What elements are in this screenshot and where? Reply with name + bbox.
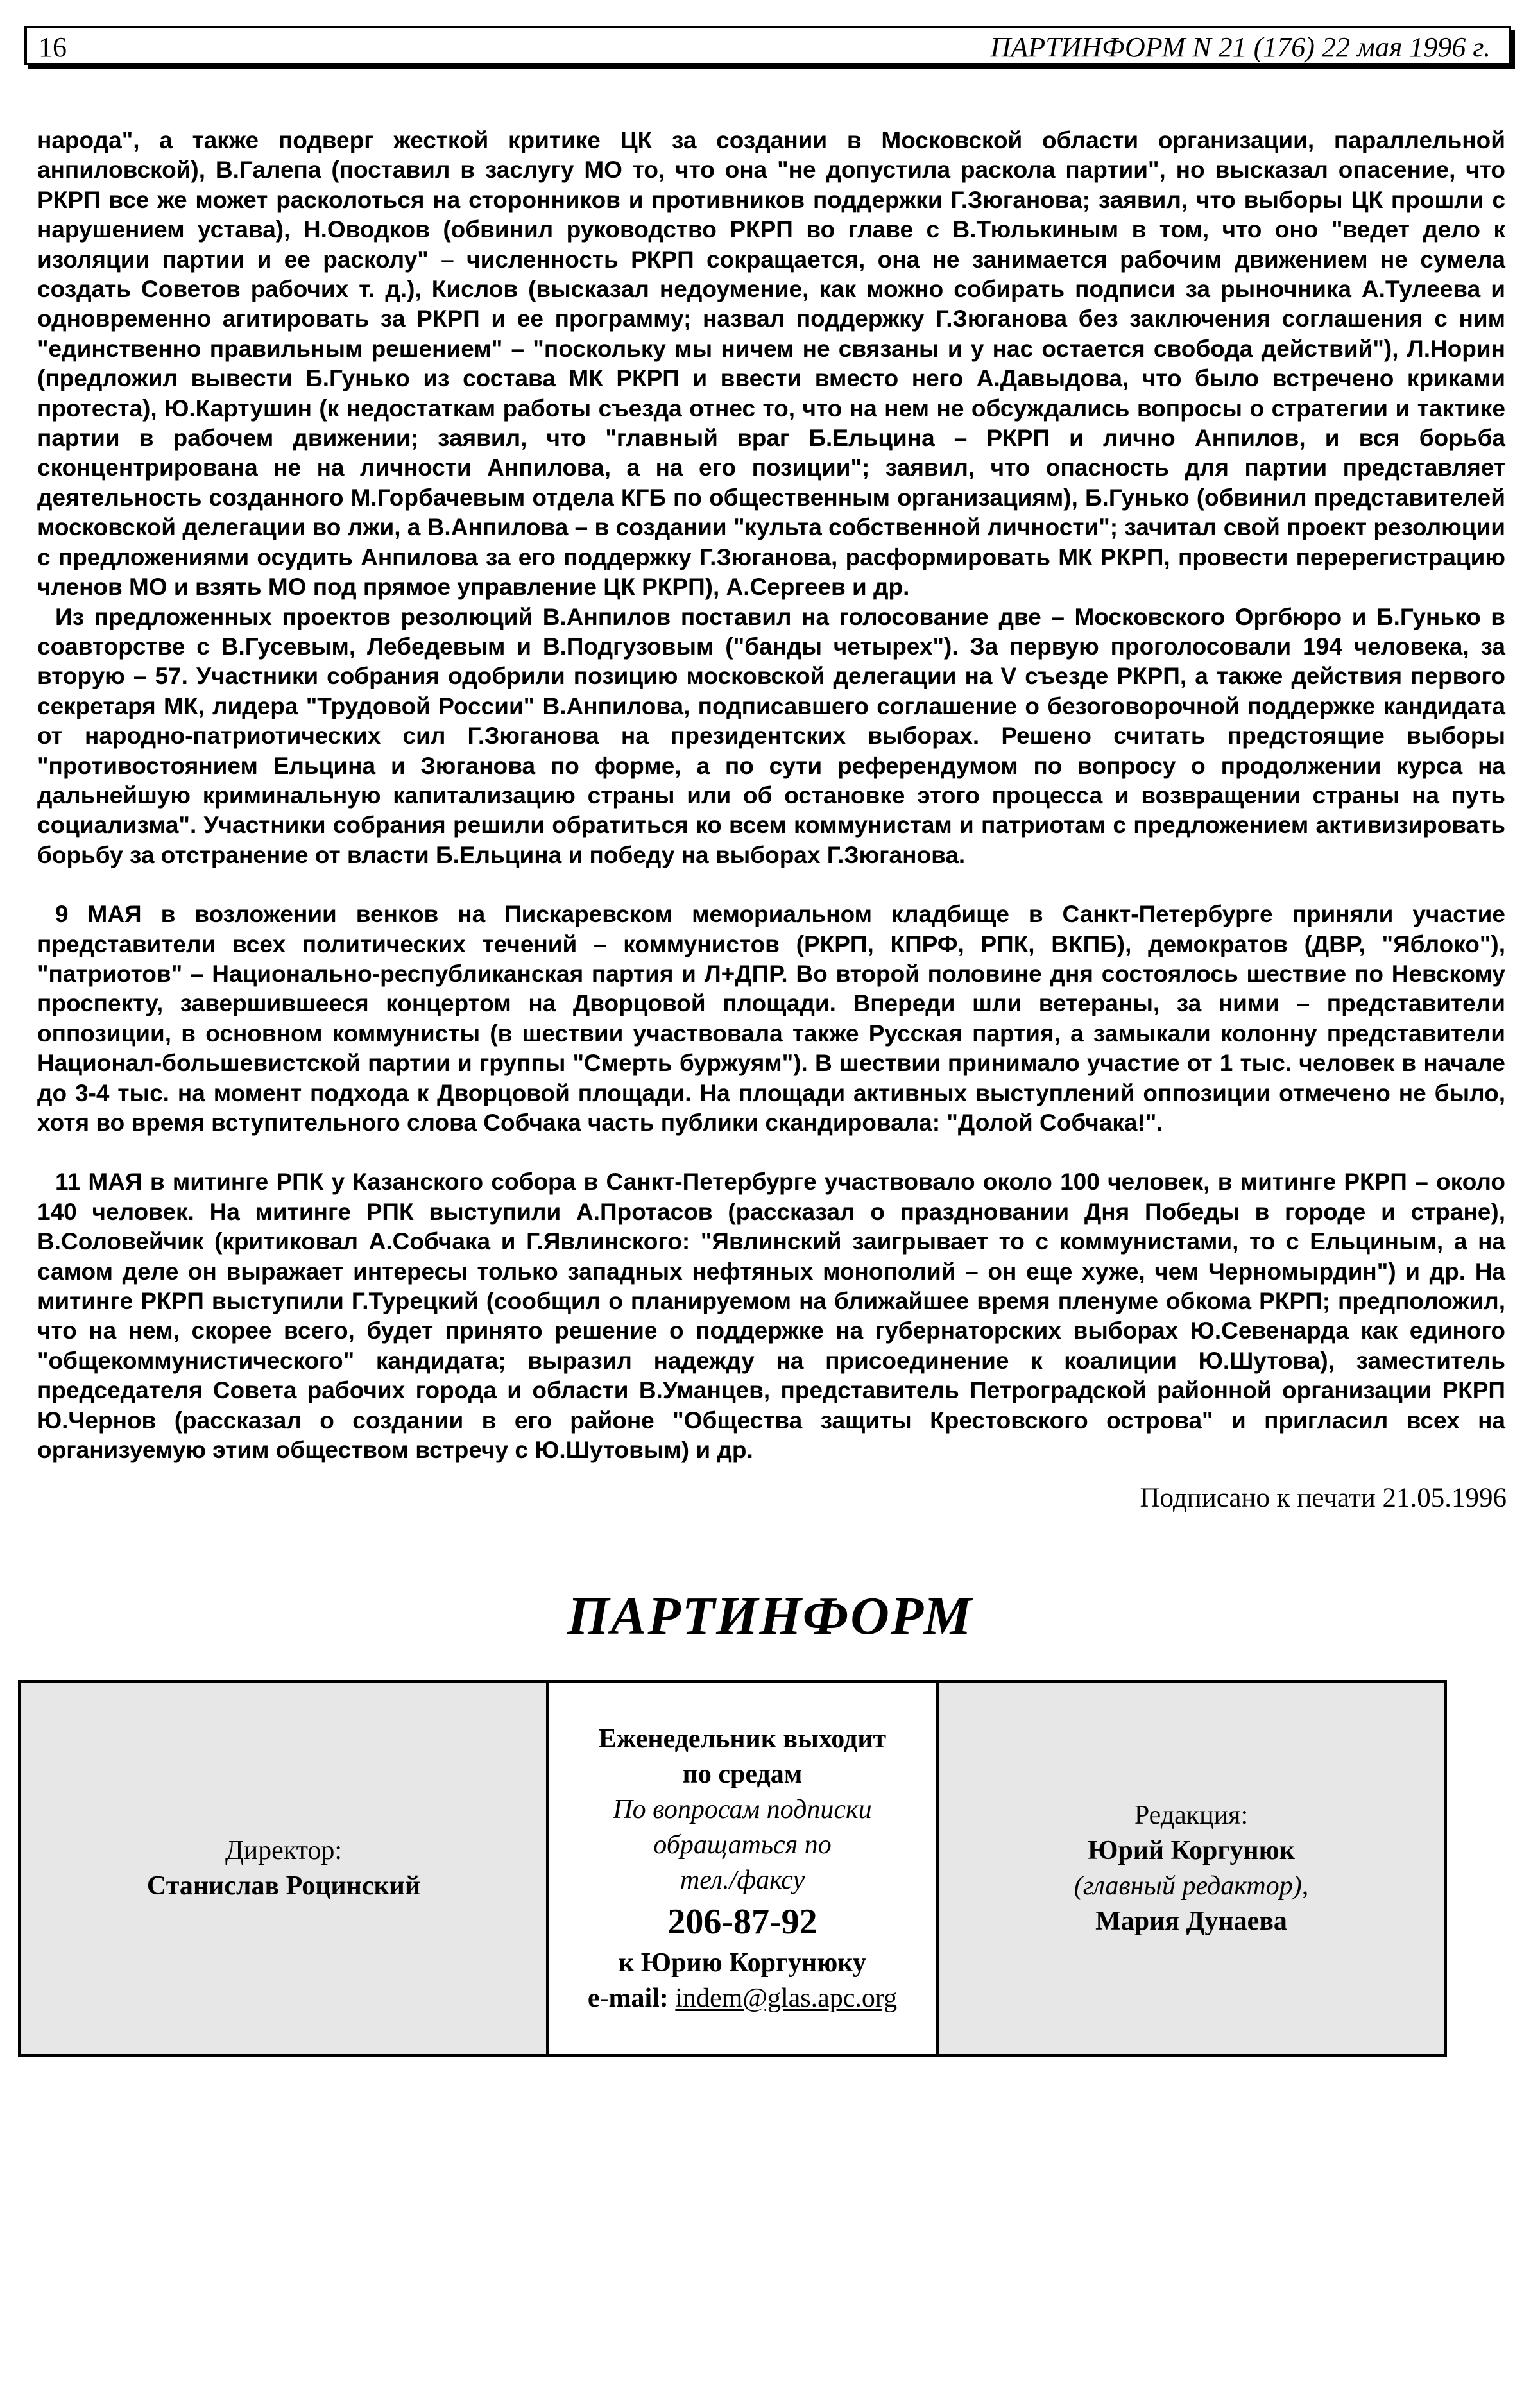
subscribe-line-1: По вопросам подписки: [613, 1794, 872, 1824]
contact-person: к Юрию Коргунюку: [619, 1948, 866, 1978]
email-link[interactable]: indem@glas.apc.org: [675, 1983, 898, 2013]
paragraph-may-11: 11 МАЯ в митинге РПК у Казанского собора в Санкт-Петербурге участвовало около 100 человек, в митинге РКРП – около 140 человек. На митинге РПК выступили А.Протасов (рассказал о праздновании Дня Победы в городе и стране), В.Соловейчик (критиковал А.Собчака и Г.Явлинского: "Явлинский заигрывает то с коммунистами, то с Ельциным, а на самом деле он выражает интересы только западных нефтяных монополий – он еще хуже, чем Черномырдин") и др. На митинге РКРП выступили Г.Турецкий (сообщил о планируемом на ближайшее время пленуме обкома РКРП; предположил, что на нем, скорее всего, будет принято решение о поддержке на губернаторских выборах Ю.Севенарда как единого "общекоммунистического" кандидата; выразил надежду на присоединение к коалиции Ю.Шутова), заместитель председателя Совета рабочих города и области В.Уманцев, представитель Петроградской районной организации РКРП Ю.Чернов (рассказал о создании в его районе "Общества защиты Крестовского острова" и пригласил всех на организуемую этим обществом встречу с Ю.Шутовым) и др.: [37, 1169, 1505, 1464]
imprint-table: [18, 1680, 1447, 2057]
director-cell: [21, 1683, 549, 2054]
editorial-cell: [939, 1683, 1444, 2054]
director-label: Директор:: [225, 1836, 343, 1865]
paragraph-resolutions: Из предложенных проектов резолюций В.Анпилов поставил на голосование две – Московского Оргбюро и Б.Гунько в соавторстве с В.Гусевым, Лебедевым и В.Подгузовым ("банды четырех"). За первую проголосовали 194 человека, за вторую – 57. Участники собрания одобрили позицию московской делегации на V съезде РКРП, а также действия первого секретаря МК, лидера "Трудовой России" В.Анпилова, подписавшего соглашение о безоговорочной поддержке кандидата от народно-патриотических сил Г.Зюганова на президентских выборах. Решено считать предстоящие выборы "противостоянием Ельцина и Зюганова по форме, а по сути референдумом по вопросу о продолжении курса на дальнейшую криминальную капитализацию страны или об остановке этого процесса и возвращении страны на путь социализма". Участники собрания решили обратиться ко всем коммунистам и патриотам с предложением активизировать борьбу за отстранение от власти Б.Ельцина и победу на выборах Г.Зюганова.: [37, 603, 1505, 868]
email-line: [588, 1981, 897, 2016]
paragraph-may-9: 9 МАЯ в возложении венков на Пискаревском мемориальном кладбище в Санкт-Петербурге приняли участие представители всех политических течений – коммунистов (РКРП, КПРФ, РПК, ВКПБ), демократов (ДВР, "Яблоко"), "патриотов" – Национально-республиканская партия и Л+ДПР. Во второй половине дня состоялось шествие по Невскому проспекту, завершившееся концертом на Дворцовой площади. Впереди шли ветераны, за ними – представители оппозиции, в основном коммунисты (в шествии участвовала также Русская партия, а замыкали колонну представители Национал-большевистской партии и группы "Смерть буржуям"). В шествии принимало участие от 1 тыс. человек в начале до 3-4 тыс. на момент подхода к Дворцовой площади. На площади активных выступлений оппозиции отмечено не было, хотя во время вступительного слова Собчака часть публики скандировала: "Долой Собчака!".: [37, 901, 1505, 1136]
email-label: e-mail:: [587, 1983, 669, 2013]
issue-title: ПАРТИНФОРМ N 21 (176) 22 мая 1996 г.: [990, 31, 1491, 63]
director-name: Станислав Роцинский: [146, 1871, 421, 1901]
paragraph-speakers: народа", а также подверг жесткой критике ЦК за создании в Московской области организации, параллельной анпиловской), В.Галепа (поставил в заслугу МО то, что она "не допустила раскола партии", но высказал опасение, что РКРП все же может расколоться на сторонников и противников поддержки Г.Зюганова; заявил, что выборы ЦК прошли с нарушением устава), Н.Оводков (обвинил руководство РКРП во главе с В.Тюлькиным в том, что оно "ведет дело к изоляции партии и ее расколу" – численность РКРП сокращается, она не занимается рабочим движением не сумела создать Советов рабочих т. д.), Кислов (высказал недоумение, как можно собирать подписи за рыночника А.Тулеева и одновременно агитировать за РКРП и ее программу; назвал поддержку Г.Зюганова без заключения соглашения с ним "единственно правильным решением" – "поскольку мы ничем не связаны и у нас остается свобода действий"), Л.Норин (предложил вывести Б.Гунько из состава МК РКРП и ввести вместо него А.Давыдова, что было встречено криками протеста), Ю.Картушин (к недостаткам работы съезда отнес то, что на нем не обсуждались вопросы о стратегии и тактике партии в рабочем движении; заявил, что "главный враг Б.Ельцина – РКРП и лично Анпилов, и вся борьба сконцентрирована не на личности Анпилова, а на его позиции"; заявил, что опасность для партии представляет деятельность созданного М.Горбачевым отдела КГБ по общественным организациям), Б.Гунько (обвинил представителей московской делегации во лжи, а В.Анпилова – в создании "культа собственной личности"; зачитал свой проект резолюции с предложениями осудить Анпилова за его поддержку Г.Зюганова, расформировать МК РКРП, провести перерегистрацию членов МО и взять МО под прямое управление ЦК РКРП), А.Сергеев и др.: [37, 127, 1505, 601]
editor-role: (главный редактор),: [1074, 1871, 1309, 1901]
weekly-line-2: по средам: [682, 1759, 803, 1789]
editor-name: Юрий Коргунюк: [1088, 1836, 1295, 1865]
article-body: [37, 126, 1505, 1465]
phone-number: 206-87-92: [667, 1901, 817, 1942]
weekly-line-1: Еженедельник выходит: [598, 1724, 887, 1754]
page-number: 16: [38, 31, 67, 63]
subscribe-line-3: тел./факсу: [680, 1865, 805, 1895]
editorial-label: Редакция:: [1134, 1801, 1249, 1830]
editor2-name: Мария Дунаева: [1095, 1906, 1287, 1936]
signed-to-print: Подписано к печати 21.05.1996: [1140, 1483, 1507, 1513]
subscribe-line-2: обращаться по: [653, 1829, 832, 1860]
running-header: [24, 26, 1511, 65]
masthead-title: ПАРТИНФОРМ: [567, 1586, 973, 1646]
subscription-cell: [549, 1683, 939, 2054]
